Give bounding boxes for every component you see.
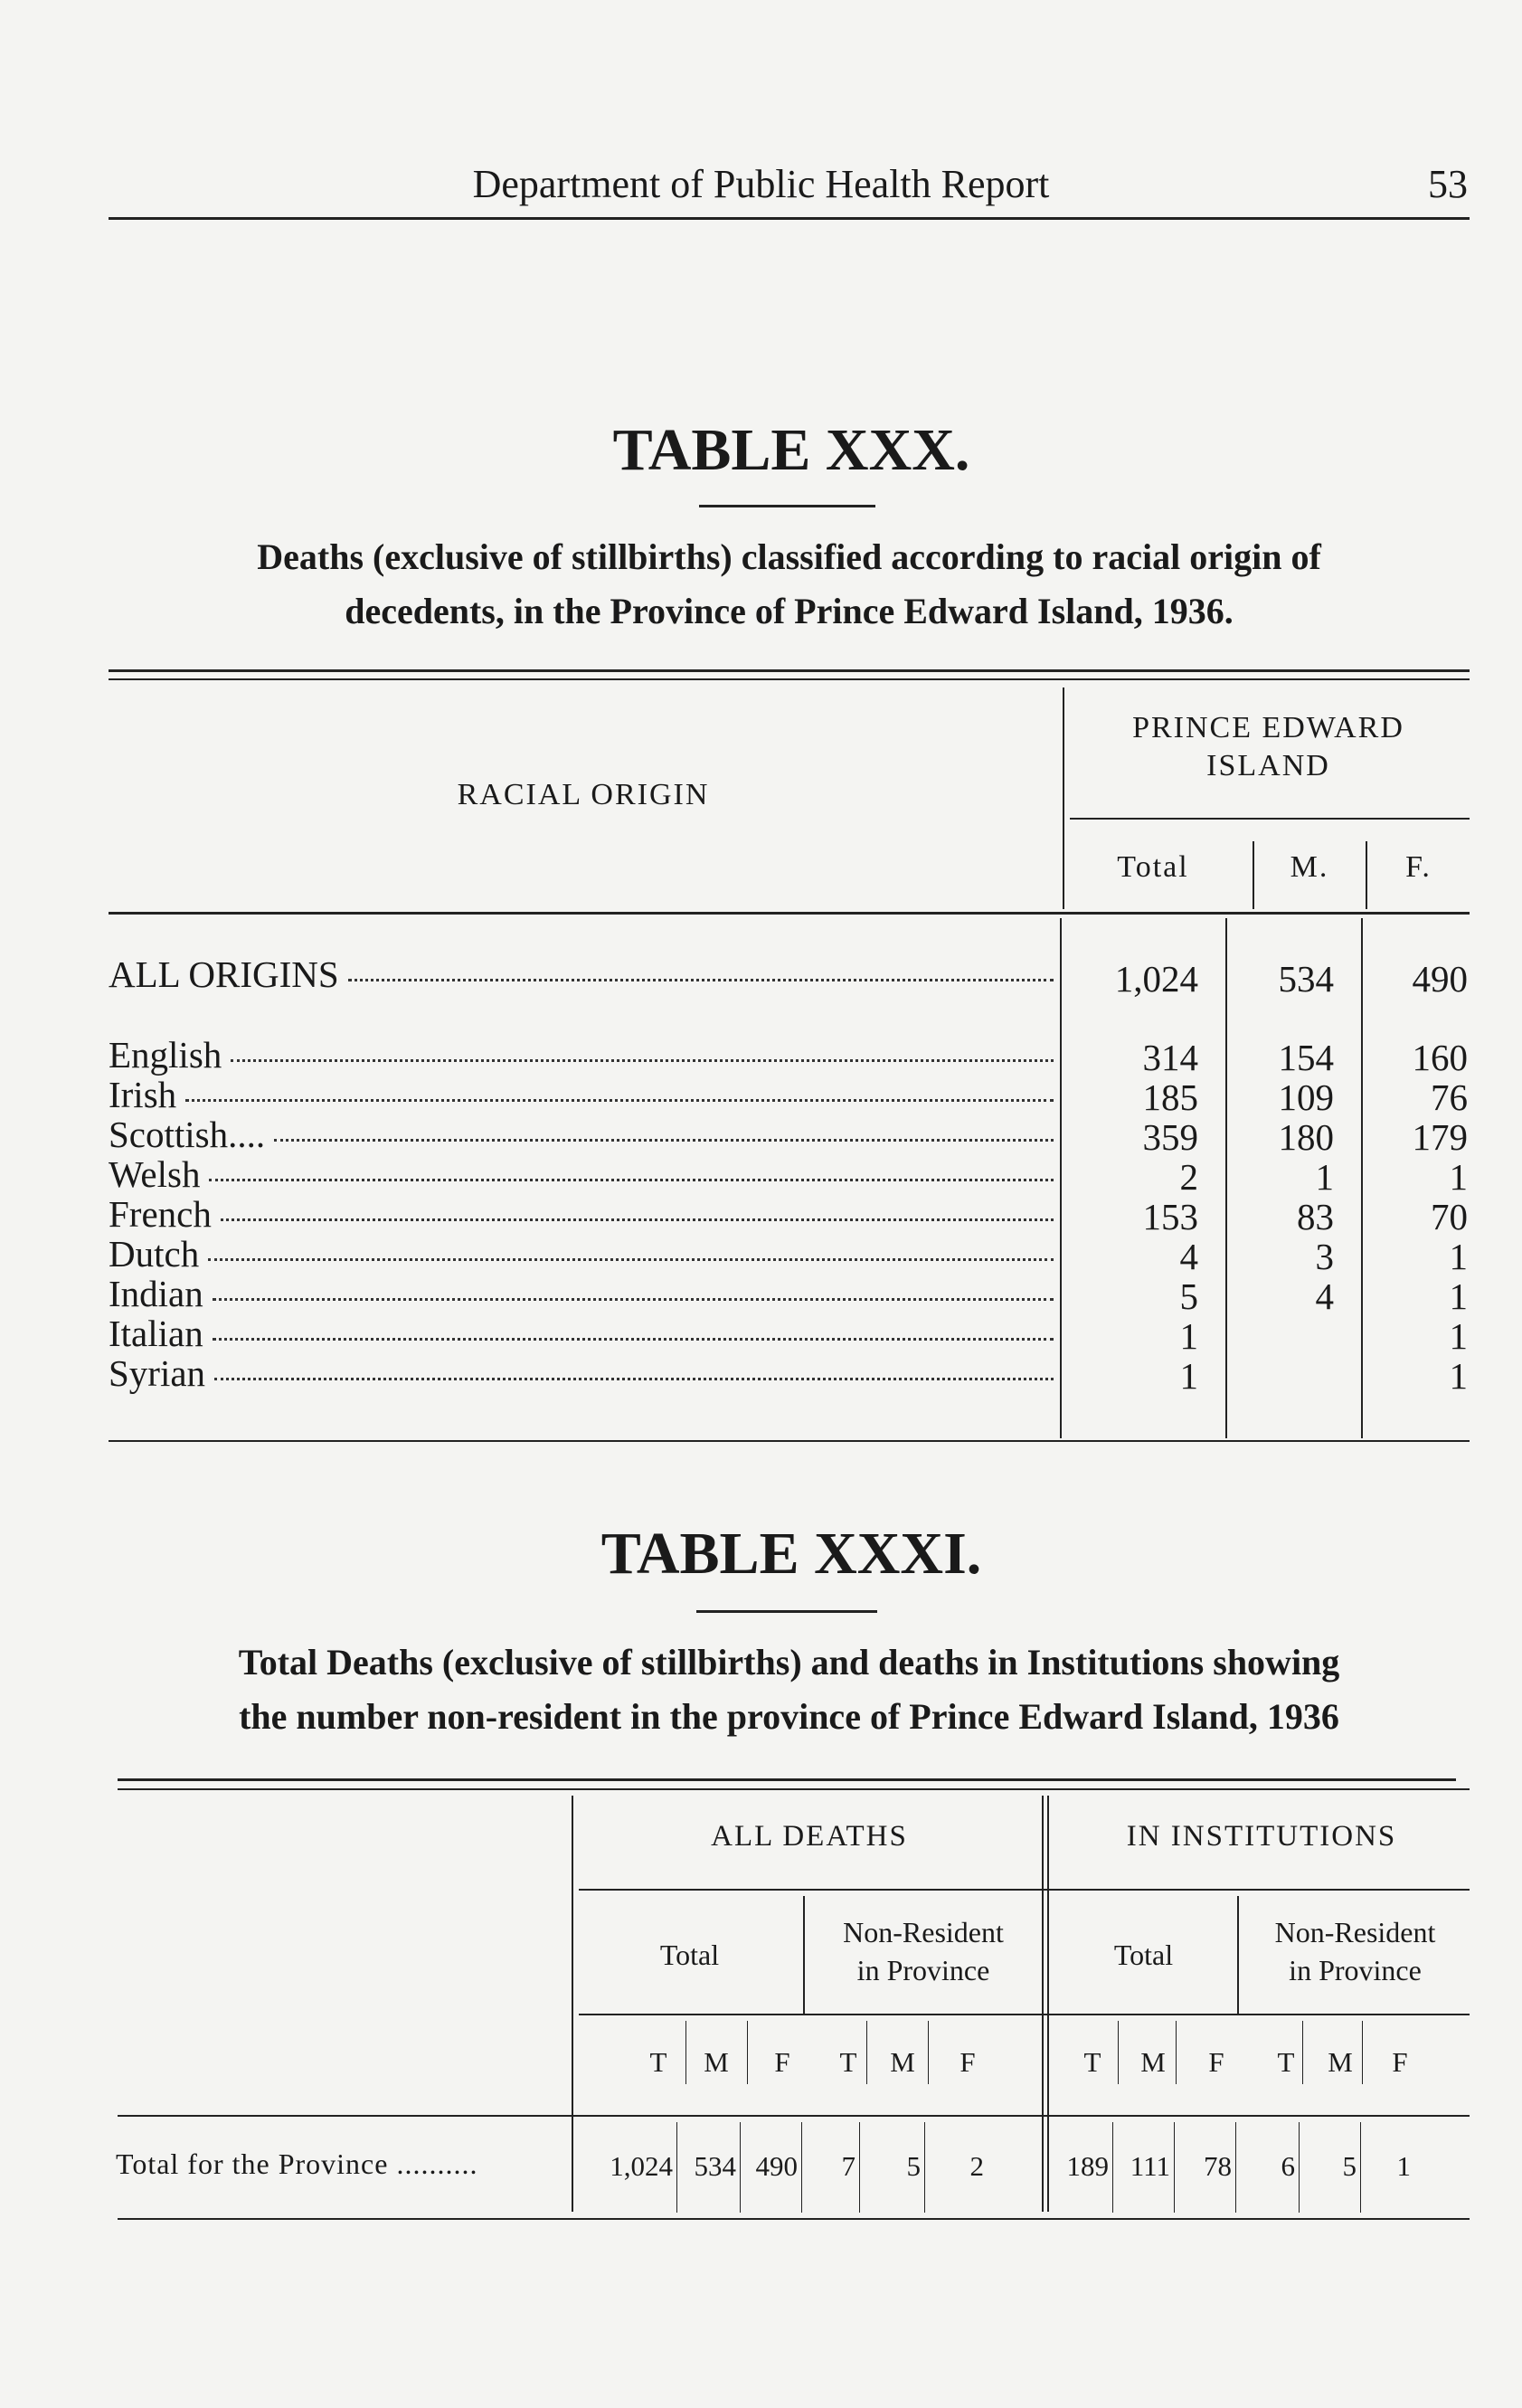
table30-title-rule xyxy=(699,505,875,507)
table31-inst-total-f: 78 xyxy=(1204,2150,1232,2182)
table31-col-tick xyxy=(928,2021,929,2084)
table30-scottish-total: 359 xyxy=(1142,1116,1198,1158)
table31-inst-total-t: 189 xyxy=(1066,2150,1109,2182)
table30-title: TABLE XXX. xyxy=(612,417,970,483)
row-label: Syrian xyxy=(109,1352,206,1394)
table31-col-tick xyxy=(1118,2021,1119,2084)
table31-top-rule-1 xyxy=(118,1778,1456,1781)
table31-sub-inst-total: Total xyxy=(1113,1939,1174,1971)
table31-col-m: M xyxy=(890,2046,915,2078)
table30-row-label-scottish xyxy=(109,1113,1054,1155)
leader-dots xyxy=(213,1338,1054,1341)
leader-dots xyxy=(231,1059,1054,1062)
table31-col-m: M xyxy=(1328,2046,1353,2078)
table31-row-label: Total for the Province .......... xyxy=(116,2147,478,2180)
table31-col-tick xyxy=(1362,2021,1363,2084)
table31-cell-divider xyxy=(676,2122,677,2213)
table31-sub-divider-1 xyxy=(803,1896,805,2014)
table30-irish-total: 185 xyxy=(1142,1076,1198,1118)
table30-italian-total: 1 xyxy=(1179,1315,1198,1357)
table30-group-header-line1: PRINCE EDWARD xyxy=(1132,711,1404,744)
table31-all-nonres-m: 5 xyxy=(906,2150,921,2182)
table31-cell-divider xyxy=(1235,2122,1236,2213)
table30-scottish-f: 179 xyxy=(1412,1116,1468,1158)
table31-cell-divider xyxy=(1174,2122,1175,2213)
table31-top-rule-2 xyxy=(118,1788,1470,1790)
table31-col-tick xyxy=(747,2021,748,2084)
table30-row-label-irish xyxy=(109,1073,1054,1113)
table30-all-origins-m: 534 xyxy=(1278,958,1334,1000)
table30-dutch-total: 4 xyxy=(1179,1236,1198,1277)
table31-caption-line2: the number non-resident in the province of Prince Edward Island, 1936 xyxy=(239,1696,1339,1737)
table31-col-t: T xyxy=(649,2046,667,2078)
table31-sub-inst-nonres-line2: in Province xyxy=(1289,1954,1422,1986)
table31-sub-divider-2 xyxy=(1237,1896,1239,2014)
table30-english-m: 154 xyxy=(1278,1037,1334,1078)
table31-all-total-m: 534 xyxy=(694,2150,736,2182)
table31-group-divider-double xyxy=(1047,1796,1049,2212)
table30-body-divider-1 xyxy=(1060,918,1062,1438)
page-number: 53 xyxy=(1428,162,1468,206)
table31-all-total-t: 1,024 xyxy=(610,2150,673,2182)
table30-group-rule xyxy=(1070,818,1470,820)
table30-row-label-welsh xyxy=(109,1152,1054,1195)
table31-col-tick xyxy=(1302,2021,1303,2084)
table30-stub-divider xyxy=(1063,687,1064,909)
leader-dots xyxy=(208,1258,1054,1261)
leader-dots xyxy=(213,1298,1054,1301)
header-rule xyxy=(109,217,1470,220)
table31-all-total-f: 490 xyxy=(755,2150,798,2182)
table30-irish-m: 109 xyxy=(1278,1076,1334,1118)
row-label: Indian xyxy=(109,1273,203,1314)
table31-sub-all-nonres-line1: Non-Resident xyxy=(843,1916,1004,1948)
table31-group-in-institutions: IN INSTITUTIONS xyxy=(1126,1820,1397,1853)
table31-cell-divider xyxy=(1112,2122,1113,2213)
table30-english-f: 160 xyxy=(1412,1037,1468,1078)
table30-top-rule-2 xyxy=(109,678,1470,680)
table31-cell-divider xyxy=(740,2122,741,2213)
table31-col-t: T xyxy=(1277,2046,1295,2078)
table30-all-origins-f: 490 xyxy=(1412,958,1468,1000)
row-label: ALL ORIGINS xyxy=(109,953,339,995)
table31-group-rule xyxy=(579,1889,1470,1891)
table30-top-rule-1 xyxy=(109,669,1470,672)
table30-syrian-total: 1 xyxy=(1179,1355,1198,1397)
table31-cell-divider xyxy=(801,2122,802,2213)
table31-inst-nonres-f: 1 xyxy=(1396,2150,1411,2182)
table31-col-f: F xyxy=(774,2046,790,2078)
table31-caption-line1: Total Deaths (exclusive of stillbirths) and deaths in Institutions showing xyxy=(238,1642,1340,1683)
table30-welsh-f: 1 xyxy=(1449,1156,1468,1198)
table30-scottish-m: 180 xyxy=(1278,1116,1334,1158)
row-label: Irish xyxy=(109,1074,177,1115)
table31-cell-divider xyxy=(859,2122,860,2213)
table30-bottom-rule xyxy=(109,1440,1470,1442)
leader-dots xyxy=(274,1139,1054,1142)
table30-col-total: Total xyxy=(1117,850,1189,884)
table31-col-tick xyxy=(866,2021,867,2084)
table31-bottom-rule xyxy=(118,2218,1470,2220)
table30-col-m: M. xyxy=(1290,850,1329,884)
table31-all-nonres-t: 7 xyxy=(841,2150,856,2182)
table30-indian-f: 1 xyxy=(1449,1275,1468,1317)
table31-group-all-deaths: ALL DEATHS xyxy=(711,1820,908,1853)
table31-col-tick xyxy=(1176,2021,1177,2084)
table30-row-label-indian xyxy=(109,1272,1054,1312)
table30-welsh-m: 1 xyxy=(1315,1156,1334,1198)
table30-caption-line2: decedents, in the Province of Prince Edward Island, 1936. xyxy=(345,591,1234,631)
table31-col-m: M xyxy=(1140,2046,1166,2078)
table30-dutch-f: 1 xyxy=(1449,1236,1468,1277)
table30-col-f: F. xyxy=(1405,850,1432,884)
row-label: French xyxy=(109,1193,212,1235)
table31-sub-all-nonres-line2: in Province xyxy=(856,1954,990,1986)
leader-dots xyxy=(348,979,1054,981)
table31-cell-divider xyxy=(924,2122,925,2213)
table30-indian-total: 5 xyxy=(1179,1275,1198,1317)
leader-dots xyxy=(221,1218,1054,1221)
table31-group-divider xyxy=(1042,1796,1044,2212)
table30-all-origins-total: 1,024 xyxy=(1114,958,1198,1000)
table30-irish-f: 76 xyxy=(1431,1076,1468,1118)
table31-inst-nonres-m: 5 xyxy=(1342,2150,1357,2182)
table31-col-f: F xyxy=(960,2046,976,2078)
table30-row-label-syrian xyxy=(109,1351,1054,1394)
table31-title: TABLE XXXI. xyxy=(600,1521,982,1587)
row-label: Welsh xyxy=(109,1153,201,1195)
table30-row-label-dutch xyxy=(109,1232,1054,1275)
table31-subgroup-rule xyxy=(579,2014,1470,2015)
table31-sub-inst-nonres-line1: Non-Resident xyxy=(1274,1916,1436,1948)
table31-col-m: M xyxy=(704,2046,729,2078)
table30-syrian-f: 1 xyxy=(1449,1355,1468,1397)
table30-header-bottom-rule xyxy=(109,912,1470,915)
table30-french-m: 83 xyxy=(1297,1196,1334,1237)
leader-dots xyxy=(209,1179,1054,1181)
table30-row-label-french xyxy=(109,1192,1054,1235)
table30-welsh-total: 2 xyxy=(1179,1156,1198,1198)
table30-italian-m xyxy=(1225,1314,1334,1354)
table30-group-header-line2: ISLAND xyxy=(1206,749,1330,782)
table30-stub-header: RACIAL ORIGIN xyxy=(457,778,710,811)
table31-inst-total-m: 111 xyxy=(1130,2150,1170,2182)
table31-col-f: F xyxy=(1392,2046,1408,2078)
table31-all-nonres-f: 2 xyxy=(969,2150,984,2182)
table30-indian-m: 4 xyxy=(1315,1275,1334,1317)
row-label: English xyxy=(109,1034,222,1076)
table30-caption-line1: Deaths (exclusive of stillbirths) classified according to racial origin of xyxy=(257,536,1321,577)
table30-french-total: 153 xyxy=(1142,1196,1198,1237)
table30-row-label-italian xyxy=(109,1312,1054,1354)
table31-col-t: T xyxy=(839,2046,857,2078)
table30-french-f: 70 xyxy=(1431,1196,1468,1237)
row-label: Scottish.... xyxy=(109,1114,266,1155)
table30-syrian-m xyxy=(1225,1354,1334,1394)
table31-cell-divider xyxy=(1360,2122,1361,2213)
leader-dots xyxy=(185,1099,1054,1102)
table31-col-t: T xyxy=(1083,2046,1101,2078)
table30-col-divider-1 xyxy=(1253,841,1254,909)
table30-row-all-origins xyxy=(109,953,1054,995)
table31-col-f: F xyxy=(1208,2046,1224,2078)
leader-dots xyxy=(214,1378,1054,1380)
table30-italian-f: 1 xyxy=(1449,1315,1468,1357)
table31-header-bottom-rule xyxy=(118,2115,1470,2117)
table31-stub-divider xyxy=(572,1796,573,2212)
table31-title-rule xyxy=(696,1610,877,1613)
table31-sub-all-total: Total xyxy=(659,1939,720,1971)
table31-col-tick xyxy=(685,2021,686,2084)
running-head: Department of Public Health Report xyxy=(472,162,1050,206)
table30-dutch-m: 3 xyxy=(1315,1236,1334,1277)
table31-cell-divider xyxy=(1299,2122,1300,2213)
row-label: Dutch xyxy=(109,1233,200,1275)
table30-english-total: 314 xyxy=(1142,1037,1198,1078)
row-label: Italian xyxy=(109,1313,203,1354)
table30-row-label-english xyxy=(109,1033,1054,1076)
table31-inst-nonres-t: 6 xyxy=(1281,2150,1295,2182)
